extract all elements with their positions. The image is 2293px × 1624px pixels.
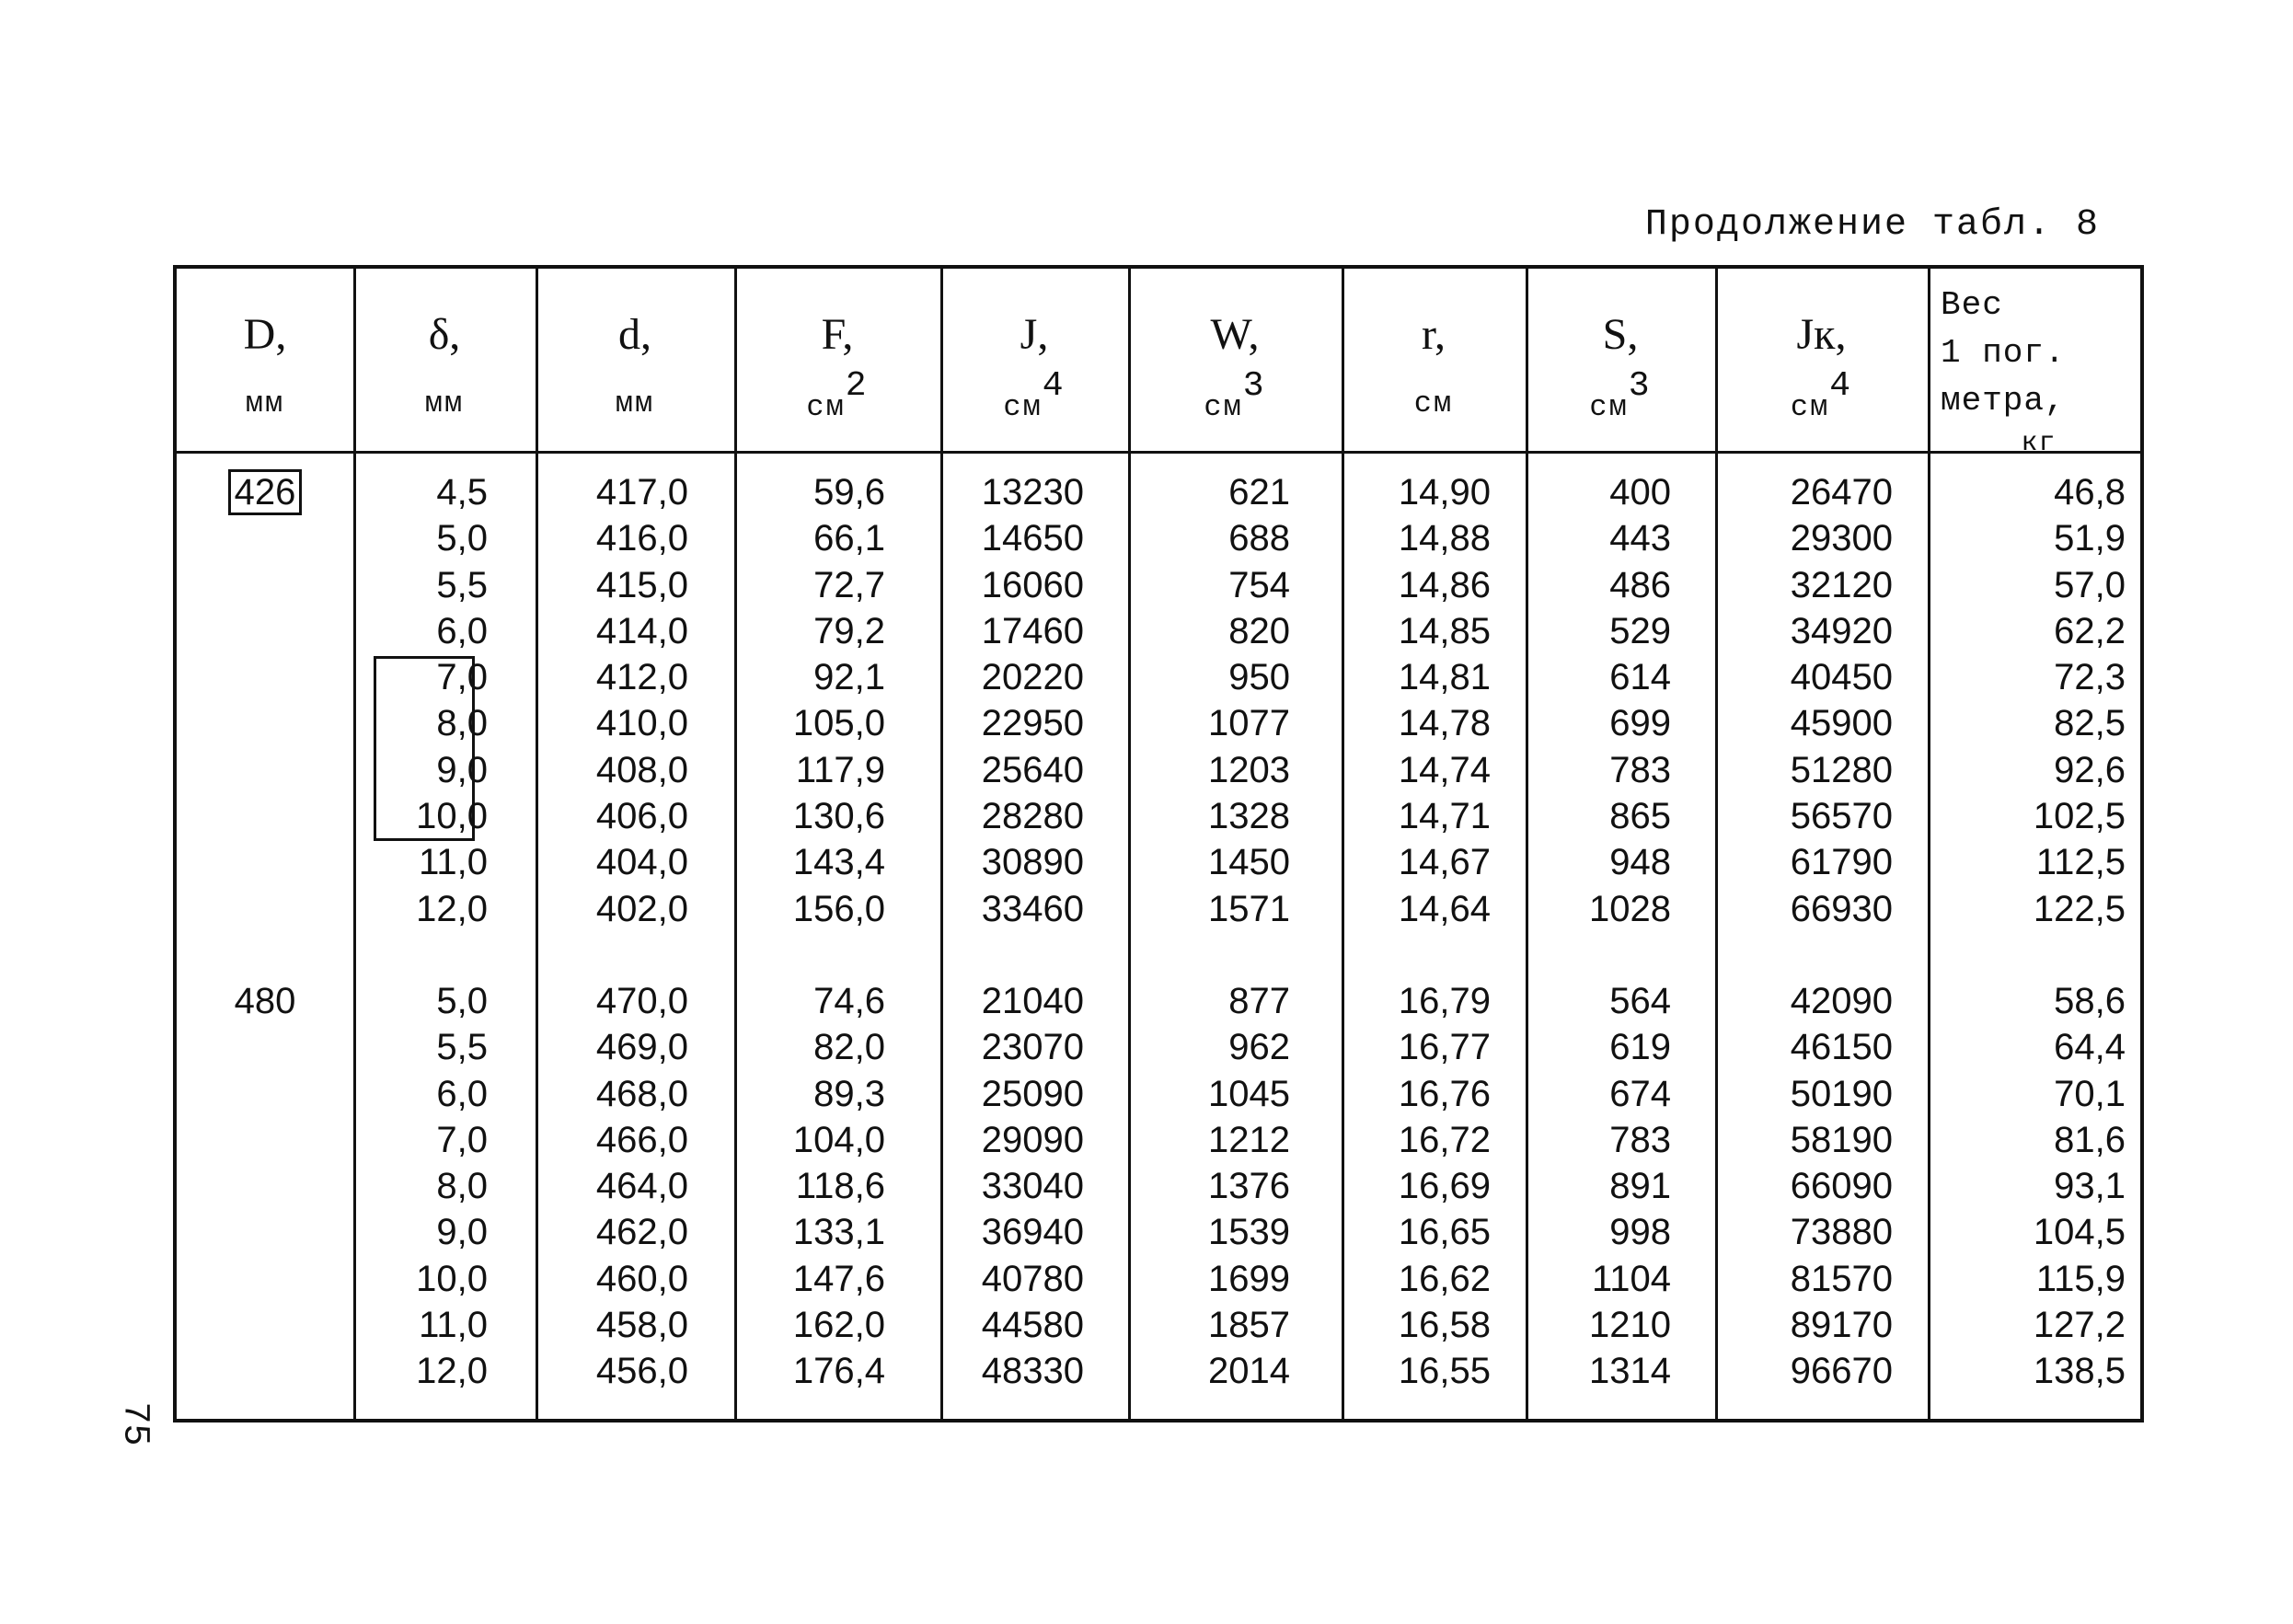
- cell-area: 82,0: [813, 1027, 885, 1068]
- cell-area: 59,6: [813, 472, 885, 513]
- cell-area: 130,6: [792, 796, 885, 837]
- cell-static: 486: [1609, 564, 1671, 605]
- cell-torsion: 96670: [1790, 1351, 1893, 1392]
- header-symbol: r,: [1421, 310, 1446, 359]
- cell-area: 133,1: [792, 1212, 885, 1253]
- cell-wall: 5,5: [436, 1027, 488, 1068]
- table-row: [177, 1209, 2140, 1255]
- cell-static: 443: [1609, 518, 1671, 559]
- diameter-group: [177, 978, 2140, 1395]
- cell-radius: 16,72: [1398, 1119, 1491, 1160]
- cell-wall: 5,0: [436, 518, 488, 559]
- unit-exponent: 3: [1628, 366, 1652, 406]
- cell-weight: 57,0: [2054, 564, 2126, 605]
- table-row: [177, 1302, 2140, 1348]
- cell-torsion: 81570: [1790, 1258, 1893, 1299]
- cell-weight: 70,1: [2054, 1073, 2126, 1114]
- pipe-dimensions-table: [173, 265, 2144, 1422]
- header-weight: [1928, 269, 2140, 459]
- table-row: [177, 1117, 2140, 1163]
- cell-modulus: 1077: [1208, 703, 1290, 744]
- cell-wall: 8,0: [436, 703, 488, 744]
- cell-modulus: 1857: [1208, 1305, 1290, 1346]
- cell-modulus: 688: [1228, 518, 1290, 559]
- cell-inner: 402,0: [595, 888, 688, 929]
- cell-area: 156,0: [792, 888, 885, 929]
- header-unit: $см^4$: [1003, 366, 1066, 424]
- header-symbol: W,: [1210, 310, 1260, 359]
- cell-inertia: 33460: [981, 888, 1084, 929]
- cell-inertia: 20220: [981, 657, 1084, 698]
- header-symbol: F,: [821, 310, 854, 359]
- cell-torsion: 51280: [1790, 749, 1893, 790]
- cell-weight: 46,8: [2054, 472, 2126, 513]
- cell-torsion: 26470: [1790, 472, 1893, 513]
- cell-radius: 16,58: [1398, 1305, 1491, 1346]
- cell-radius: 16,69: [1398, 1166, 1491, 1207]
- table-body: [177, 469, 2140, 1395]
- header-unit: $см^3$: [1589, 366, 1652, 424]
- cell-inner: 412,0: [595, 657, 688, 698]
- header-inertia: [940, 269, 1128, 451]
- diameter-group: [177, 469, 2140, 932]
- cell-inner: 410,0: [595, 703, 688, 744]
- header-radius: [1342, 269, 1526, 451]
- unit-exponent: 2: [845, 366, 869, 406]
- cell-static: 674: [1609, 1073, 1671, 1114]
- cell-wall: 9,0: [436, 1212, 488, 1253]
- outer-diameter-value: 480: [234, 980, 296, 1021]
- weight-header-text: Вес: [1941, 286, 2003, 324]
- header-unit: $см^4$: [1790, 366, 1853, 424]
- table-row: [177, 886, 2140, 932]
- cell-radius: 14,85: [1398, 610, 1491, 651]
- header-unit: $см^3$: [1204, 366, 1266, 424]
- cell-area: 117,9: [795, 749, 885, 790]
- cell-wall: 6,0: [436, 1073, 488, 1114]
- cell-torsion: 89170: [1790, 1305, 1893, 1346]
- cell-inertia: 13230: [981, 472, 1084, 513]
- cell-torsion: 50190: [1790, 1073, 1893, 1114]
- cell-weight: 104,5: [2033, 1212, 2126, 1253]
- cell-modulus: 820: [1228, 610, 1290, 651]
- cell-inertia: 14650: [981, 518, 1084, 559]
- header-symbol: Jк,: [1796, 310, 1847, 359]
- cell-torsion: 73880: [1790, 1212, 1893, 1253]
- cell-static: 529: [1609, 610, 1671, 651]
- header-inner: [536, 269, 734, 451]
- unit-exponent: 4: [1829, 366, 1853, 406]
- cell-inertia: 33040: [981, 1166, 1084, 1207]
- cell-modulus: 1203: [1208, 749, 1290, 790]
- cell-inner: 468,0: [595, 1073, 688, 1114]
- cell-wall: 10,0: [416, 796, 488, 837]
- cell-weight: 62,2: [2054, 610, 2126, 651]
- cell-wall: 12,0: [416, 888, 488, 929]
- header-torsion: [1715, 269, 1928, 451]
- header-diameter: [177, 269, 353, 451]
- cell-inertia: 36940: [981, 1212, 1084, 1253]
- cell-weight: 81,6: [2054, 1119, 2126, 1160]
- cell-radius: 14,74: [1398, 749, 1491, 790]
- cell-inner: 458,0: [595, 1305, 688, 1346]
- cell-torsion: 32120: [1790, 564, 1893, 605]
- cell-weight: 138,5: [2033, 1351, 2126, 1392]
- cell-weight: 58,6: [2054, 980, 2126, 1021]
- cell-torsion: 58190: [1790, 1119, 1893, 1160]
- cell-modulus: 1699: [1208, 1258, 1290, 1299]
- cell-area: 66,1: [813, 518, 885, 559]
- cell-area: 143,4: [792, 842, 885, 883]
- cell-inertia: 44580: [981, 1305, 1084, 1346]
- cell-weight: 127,2: [2033, 1305, 2126, 1346]
- highlight-box: [374, 656, 475, 841]
- table-row: [177, 515, 2140, 561]
- cell-area: 72,7: [813, 564, 885, 605]
- cell-area: 147,6: [792, 1258, 885, 1299]
- cell-area: 74,6: [813, 980, 885, 1021]
- cell-radius: 14,86: [1398, 564, 1491, 605]
- table-row: [177, 608, 2140, 654]
- cell-static: 891: [1609, 1166, 1671, 1207]
- cell-inertia: 22950: [981, 703, 1084, 744]
- cell-torsion: 66090: [1790, 1166, 1893, 1207]
- cell-wall: 5,5: [436, 564, 488, 605]
- table-row: [177, 839, 2140, 885]
- table-row: [177, 1256, 2140, 1302]
- cell-weight: 82,5: [2054, 703, 2126, 744]
- header-symbol: S,: [1602, 310, 1639, 359]
- cell-radius: 16,77: [1398, 1027, 1491, 1068]
- cell-radius: 16,62: [1398, 1258, 1491, 1299]
- cell-radius: 14,88: [1398, 518, 1491, 559]
- cell-modulus: 754: [1228, 564, 1290, 605]
- cell-inner: 466,0: [595, 1119, 688, 1160]
- cell-inertia: 23070: [981, 1027, 1084, 1068]
- cell-modulus: 950: [1228, 657, 1290, 698]
- weight-header-text: 1 пог.: [1941, 334, 2066, 372]
- header-unit: см: [1413, 386, 1454, 420]
- cell-modulus: 2014: [1208, 1351, 1290, 1392]
- cell-inner: 456,0: [595, 1351, 688, 1392]
- cell-static: 1314: [1589, 1351, 1671, 1392]
- cell-area: 104,0: [792, 1119, 885, 1160]
- header-unit: $см^2$: [806, 366, 869, 424]
- cell-inner: 404,0: [595, 842, 688, 883]
- cell-wall: 4,5: [436, 472, 488, 513]
- cell-torsion: 61790: [1790, 842, 1893, 883]
- cell-static: 614: [1609, 657, 1671, 698]
- table-row: [177, 978, 2140, 1024]
- cell-inertia: 21040: [981, 980, 1084, 1021]
- table-row: [177, 469, 2140, 515]
- weight-header-unit: кг: [2021, 428, 2057, 459]
- cell-weight: 122,5: [2033, 888, 2126, 929]
- cell-torsion: 46150: [1790, 1027, 1893, 1068]
- cell-torsion: 29300: [1790, 518, 1893, 559]
- cell-weight: 115,9: [2035, 1258, 2126, 1299]
- cell-weight: 72,3: [2054, 657, 2126, 698]
- cell-inner: 464,0: [595, 1166, 688, 1207]
- cell-modulus: 1539: [1208, 1212, 1290, 1253]
- cell-modulus: 1045: [1208, 1073, 1290, 1114]
- cell-modulus: 877: [1228, 980, 1290, 1021]
- table-row: [177, 1071, 2140, 1117]
- cell-radius: 14,81: [1398, 657, 1491, 698]
- cell-static: 948: [1609, 842, 1671, 883]
- cell-modulus: 1328: [1208, 796, 1290, 837]
- cell-inertia: 25090: [981, 1073, 1084, 1114]
- cell-radius: 16,76: [1398, 1073, 1491, 1114]
- header-divider: [177, 451, 2140, 454]
- cell-static: 865: [1609, 796, 1671, 837]
- cell-inner: 460,0: [595, 1258, 688, 1299]
- cell-static: 1210: [1589, 1305, 1671, 1346]
- cell-weight: 112,5: [2035, 842, 2126, 883]
- header-unit: мм: [245, 386, 285, 420]
- cell-area: 89,3: [813, 1073, 885, 1114]
- header-symbol: δ,: [428, 310, 461, 359]
- table-row: [177, 1163, 2140, 1209]
- cell-area: 118,6: [795, 1166, 885, 1207]
- cell-modulus: 1571: [1208, 888, 1290, 929]
- cell-inner: 415,0: [595, 564, 688, 605]
- header-static: [1526, 269, 1715, 451]
- cell-inner: 470,0: [595, 980, 688, 1021]
- page-number: 75: [113, 1401, 156, 1446]
- cell-wall: 6,0: [436, 610, 488, 651]
- cell-wall: 5,0: [436, 980, 488, 1021]
- cell-static: 1028: [1589, 888, 1671, 929]
- cell-inner: 462,0: [595, 1212, 688, 1253]
- header-unit: мм: [615, 386, 655, 420]
- cell-radius: 16,55: [1398, 1351, 1491, 1392]
- cell-wall: 11,0: [419, 842, 488, 883]
- header-wall: [353, 269, 536, 451]
- cell-radius: 16,65: [1398, 1212, 1491, 1253]
- cell-area: 105,0: [792, 703, 885, 744]
- unit-exponent: 4: [1042, 366, 1066, 406]
- header-area: [734, 269, 940, 451]
- cell-area: 162,0: [792, 1305, 885, 1346]
- cell-torsion: 66930: [1790, 888, 1893, 929]
- cell-weight: 92,6: [2054, 749, 2126, 790]
- cell-area: 92,1: [813, 657, 885, 698]
- cell-radius: 14,90: [1398, 472, 1491, 513]
- cell-modulus: 1376: [1208, 1166, 1290, 1207]
- cell-inertia: 30890: [981, 842, 1084, 883]
- header-unit: мм: [424, 386, 465, 420]
- cell-modulus: 621: [1228, 472, 1290, 513]
- cell-weight: 93,1: [2054, 1166, 2126, 1207]
- cell-static: 564: [1609, 980, 1671, 1021]
- cell-torsion: 34920: [1790, 610, 1893, 651]
- header-symbol: J,: [1020, 310, 1049, 359]
- header-symbol: D,: [243, 310, 287, 359]
- cell-static: 783: [1609, 1119, 1671, 1160]
- cell-weight: 64,4: [2054, 1027, 2126, 1068]
- cell-wall: 7,0: [436, 1119, 488, 1160]
- cell-wall: 12,0: [416, 1351, 488, 1392]
- cell-inertia: 25640: [981, 749, 1084, 790]
- cell-radius: 14,71: [1398, 796, 1491, 837]
- cell-modulus: 1450: [1208, 842, 1290, 883]
- cell-radius: 14,78: [1398, 703, 1491, 744]
- cell-wall: 11,0: [419, 1305, 488, 1346]
- cell-wall: 10,0: [416, 1258, 488, 1299]
- table-row: [177, 562, 2140, 608]
- cell-modulus: 962: [1228, 1027, 1290, 1068]
- weight-header-text: метра,: [1941, 382, 2066, 420]
- cell-area: 176,4: [792, 1351, 885, 1392]
- cell-inertia: 48330: [981, 1351, 1084, 1392]
- cell-radius: 16,79: [1398, 980, 1491, 1021]
- cell-static: 783: [1609, 749, 1671, 790]
- cell-area: 79,2: [813, 610, 885, 651]
- cell-radius: 14,67: [1398, 842, 1491, 883]
- unit-exponent: 3: [1242, 366, 1266, 406]
- cell-inner: 417,0: [595, 472, 688, 513]
- cell-inertia: 28280: [981, 796, 1084, 837]
- cell-inertia: 16060: [981, 564, 1084, 605]
- cell-wall: 7,0: [436, 657, 488, 698]
- cell-weight: 102,5: [2033, 796, 2126, 837]
- cell-inertia: 17460: [981, 610, 1084, 651]
- cell-inner: 408,0: [595, 749, 688, 790]
- cell-static: 699: [1609, 703, 1671, 744]
- header-symbol: d,: [618, 310, 651, 359]
- cell-torsion: 45900: [1790, 703, 1893, 744]
- cell-torsion: 40450: [1790, 657, 1893, 698]
- cell-inner: 469,0: [595, 1027, 688, 1068]
- cell-inner: 414,0: [595, 610, 688, 651]
- cell-inertia: 40780: [981, 1258, 1084, 1299]
- cell-static: 619: [1609, 1027, 1671, 1068]
- table-row: [177, 1024, 2140, 1070]
- cell-inner: 416,0: [595, 518, 688, 559]
- cell-weight: 51,9: [2054, 518, 2126, 559]
- outer-diameter-value: 426: [177, 469, 353, 515]
- cell-static: 400: [1609, 472, 1671, 513]
- cell-inertia: 29090: [981, 1119, 1084, 1160]
- cell-static: 998: [1609, 1212, 1671, 1253]
- header-modulus: [1128, 269, 1342, 451]
- cell-modulus: 1212: [1208, 1119, 1290, 1160]
- cell-static: 1104: [1591, 1258, 1671, 1299]
- cell-torsion: 56570: [1790, 796, 1893, 837]
- cell-wall: 8,0: [436, 1166, 488, 1207]
- cell-radius: 14,64: [1398, 888, 1491, 929]
- table-caption: Продолжение табл. 8: [1644, 204, 2100, 246]
- cell-torsion: 42090: [1790, 980, 1893, 1021]
- cell-inner: 406,0: [595, 796, 688, 837]
- table-row: [177, 1348, 2140, 1394]
- cell-wall: 9,0: [436, 749, 488, 790]
